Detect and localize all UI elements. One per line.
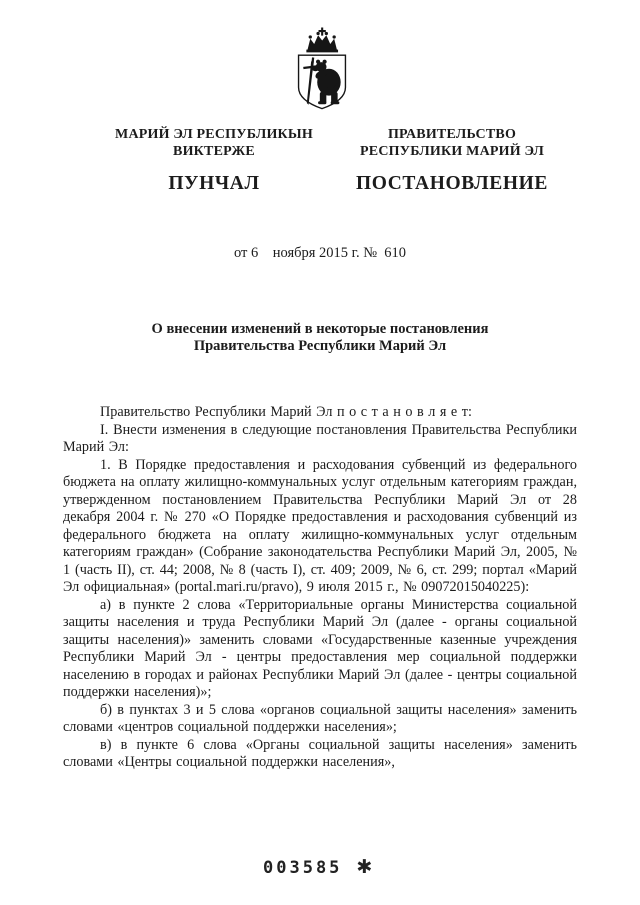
- org-name-mari-line2: ВИКТЕРЖЕ: [173, 143, 255, 159]
- body-paragraph: б) в пунктах 3 и 5 слова «органов социальной защиты населения» заменить словами «центров социальной поддержки населения»;: [63, 701, 577, 735]
- document-body: [63, 404, 577, 772]
- body-paragraph: I. Внести изменения в следующие постановления Правительства Республики Марий Эл:: [63, 421, 577, 455]
- document-header: [0, 127, 640, 195]
- org-name-rus-line2: РЕСПУБЛИКИ МАРИЙ ЭЛ: [360, 143, 544, 159]
- coat-of-arms-icon: [289, 22, 355, 118]
- date-number-line: от 6 ноября 2015 г. № 610: [233, 245, 407, 261]
- mari-el-coat-of-arms-icon: [289, 22, 355, 118]
- doc-type-rus: ПОСТАНОВЛЕНИЕ: [355, 173, 549, 194]
- document-title: [0, 321, 640, 355]
- body-paragraph: Правительство Республики Марий Эл п о с т а н о в л я е т:: [100, 404, 472, 420]
- stamp-number-digits: 003585: [263, 858, 343, 878]
- body-paragraph: в) в пункте 6 слова «Органы социальной защиты населения» заменить словами «Центры социальной поддержки населения»,: [63, 736, 577, 770]
- document-title-line2: Правительства Республики Марий Эл: [193, 338, 447, 354]
- asterisk-mark: ✱: [356, 856, 373, 878]
- body-paragraph: а) в пункте 2 слова «Территориальные органы Министерства социальной защиты населения и труда Республики Марий Эл (далее - органы социальной защиты населения)» заменить словами «Государственные казенные учреждения Республики Марий Эл - центры предоставления мер социальной поддержки населению в городах и районах Республики Марий Эл (далее - центры социальной поддержки населения)»;: [63, 596, 577, 700]
- org-name-mari-line1: МАРИЙ ЭЛ РЕСПУБЛИКЫН: [115, 127, 313, 142]
- header-mari-column: [74, 127, 354, 195]
- document-title-line1: О внесении изменений в некоторые постановления: [151, 321, 489, 337]
- stamp-number: [263, 856, 372, 878]
- body-paragraph: 1. В Порядке предоставления и расходования субвенций из федерального бюджета на оплату жилищно-коммунальных услуг отдельным категориям граждан, утвержденном постановлением Правительства Республики Марий Эл от 28 декабря 2004 г. № 270 «О Порядке предоставления и расходования субвенций из федерального бюджета на оплату жилищно-коммунальных услуг отдельным категориям граждан» (Собрание законодательства Республики Марий Эл, 2005, № 1 (часть II), ст. 44; 2008, № 8 (часть I), ст. 409; 2009, № 6, ст. 299; портал «Марий Эл официальная» (portal.mari.ru/pravo), 9 июля 2015 г., № 09072015040225):: [63, 456, 577, 595]
- org-name-rus-line1: ПРАВИТЕЛЬСТВО: [387, 127, 517, 142]
- doc-type-mari: ПУНЧАЛ: [168, 173, 260, 194]
- header-russian-column: [327, 127, 577, 195]
